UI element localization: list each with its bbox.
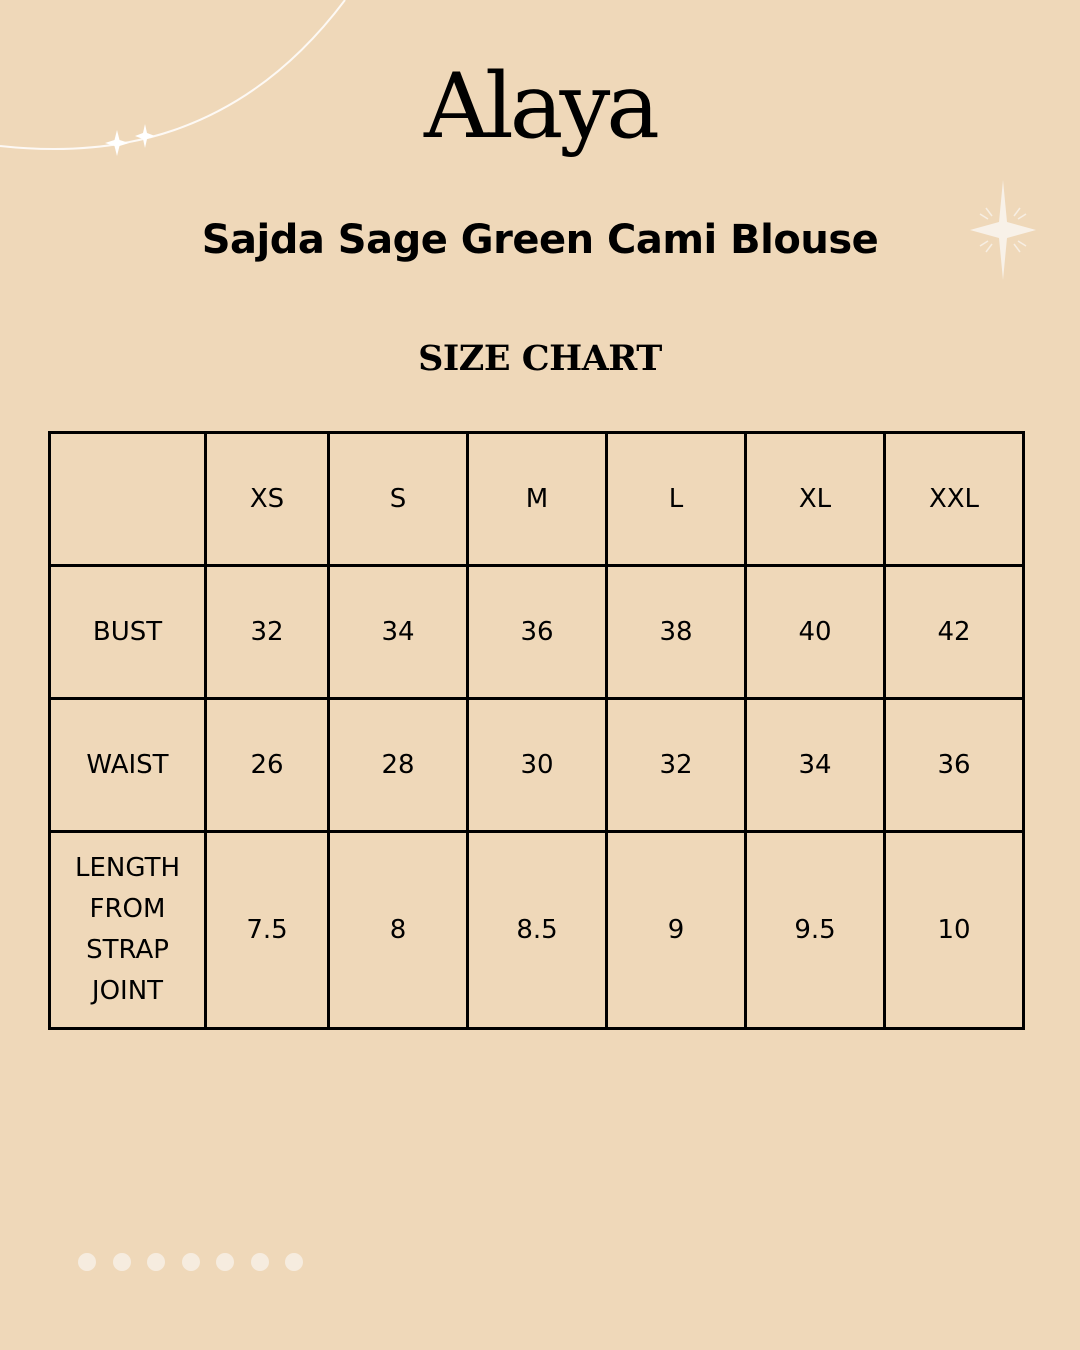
table-row-bust bbox=[50, 566, 1024, 699]
size-header-m: M bbox=[468, 433, 607, 566]
table-cell: 9.5 bbox=[746, 832, 885, 1029]
carousel-dot[interactable] bbox=[285, 1253, 303, 1271]
size-header-l: L bbox=[607, 433, 746, 566]
table-cell: 8.5 bbox=[468, 832, 607, 1029]
table-cell: 36 bbox=[468, 566, 607, 699]
table-cell: 32 bbox=[607, 699, 746, 832]
table-cell: 28 bbox=[329, 699, 468, 832]
size-header-xxl: XXL bbox=[885, 433, 1024, 566]
carousel-dot[interactable] bbox=[78, 1253, 96, 1271]
size-header-xl: XL bbox=[746, 433, 885, 566]
carousel-dot[interactable] bbox=[216, 1253, 234, 1271]
table-cell: 34 bbox=[329, 566, 468, 699]
table-cell: 42 bbox=[885, 566, 1024, 699]
row-label-length bbox=[50, 832, 206, 1029]
brand-logo: Alaya bbox=[424, 54, 656, 159]
size-chart-table bbox=[48, 431, 1025, 1030]
size-header-xs: XS bbox=[206, 433, 329, 566]
row-label-bust: BUST bbox=[50, 566, 206, 699]
size-header-s: S bbox=[329, 433, 468, 566]
table-cell: 8 bbox=[329, 832, 468, 1029]
table-cell: 10 bbox=[885, 832, 1024, 1029]
carousel-dot[interactable] bbox=[147, 1253, 165, 1271]
table-row-length bbox=[50, 832, 1024, 1029]
size-chart-heading: SIZE CHART bbox=[418, 338, 662, 379]
table-cell: 26 bbox=[206, 699, 329, 832]
product-title: Sajda Sage Green Cami Blouse bbox=[201, 217, 879, 263]
row-label-line: JOINT bbox=[91, 976, 164, 1006]
table-cell: 32 bbox=[206, 566, 329, 699]
carousel-dot[interactable] bbox=[251, 1253, 269, 1271]
table-cell: 7.5 bbox=[206, 832, 329, 1029]
table-cell: 38 bbox=[607, 566, 746, 699]
corner-cell bbox=[50, 433, 206, 566]
table-cell: 30 bbox=[468, 699, 607, 832]
row-label-line: STRAP bbox=[86, 935, 169, 965]
table-row-waist bbox=[50, 699, 1024, 832]
table-cell: 40 bbox=[746, 566, 885, 699]
carousel-dot[interactable] bbox=[182, 1253, 200, 1271]
table-cell: 36 bbox=[885, 699, 1024, 832]
row-label-line: FROM bbox=[89, 894, 166, 924]
carousel-dot[interactable] bbox=[113, 1253, 131, 1271]
table-cell: 9 bbox=[607, 832, 746, 1029]
carousel-dots bbox=[78, 1253, 303, 1271]
row-label-line: LENGTH bbox=[74, 853, 180, 883]
table-cell: 34 bbox=[746, 699, 885, 832]
row-label-waist: WAIST bbox=[50, 699, 206, 832]
table-header-row bbox=[50, 433, 1024, 566]
